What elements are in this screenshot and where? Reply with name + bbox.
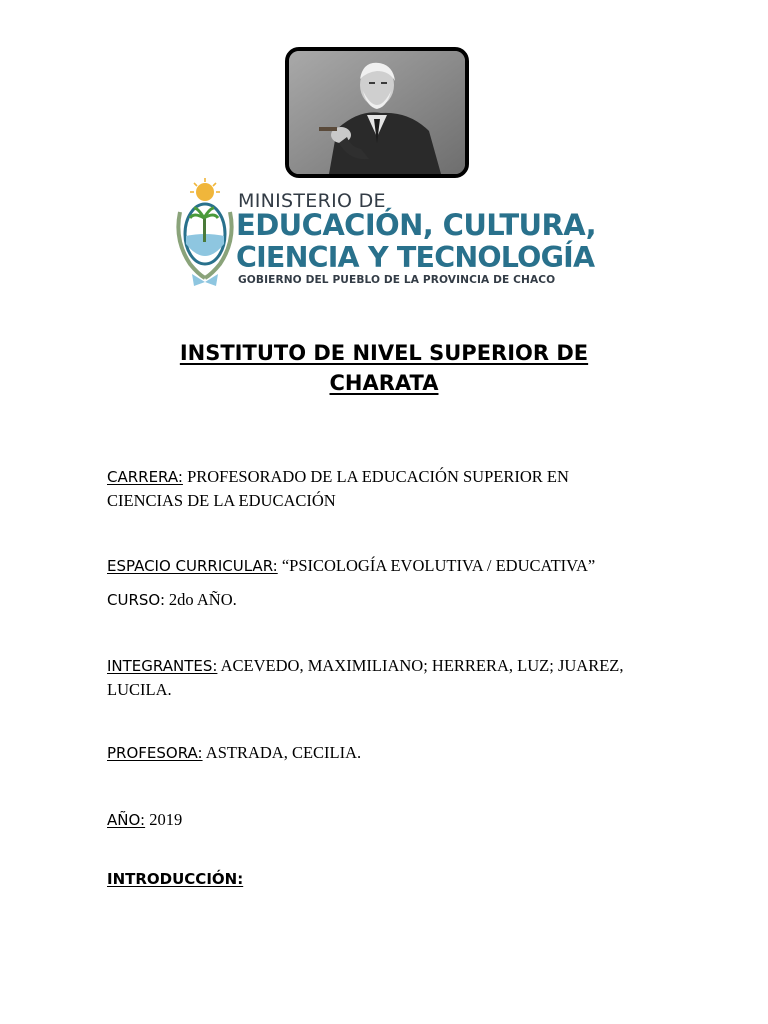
document-title [100, 338, 668, 398]
field-espacio-label: ESPACIO CURRICULAR: [107, 557, 278, 575]
field-curso-value: : 2do AÑO. [160, 590, 237, 609]
province-coat-of-arms-icon [172, 178, 238, 290]
field-curso [107, 588, 647, 612]
ministry-logo [172, 178, 598, 290]
field-espacio-curricular [107, 554, 647, 578]
logo-line-educacion: EDUCACIÓN, CULTURA, [236, 208, 597, 242]
logo-line-gobierno: GOBIERNO DEL PUEBLO DE LA PROVINCIA DE CHACO [238, 274, 556, 286]
field-integrantes [107, 654, 647, 701]
logo-line-ministerio: MINISTERIO DE [238, 190, 386, 212]
field-carrera [107, 465, 647, 512]
portrait-photo [285, 47, 469, 178]
field-profesora-label: PROFESORA: [107, 744, 203, 762]
field-anio [107, 808, 647, 832]
portrait-image [289, 51, 465, 174]
field-profesora-value: ASTRADA, CECILIA. [202, 743, 362, 762]
field-integrantes-label: INTEGRANTES: [107, 657, 218, 675]
field-anio-value: 2019 [145, 810, 183, 829]
field-curso-label: CURSO [107, 591, 161, 609]
field-profesora [107, 741, 647, 765]
title-line-1: INSTITUTO DE NIVEL SUPERIOR DE [179, 341, 589, 365]
field-integrantes-value: ACEVEDO, MAXIMILIANO; HERRERA, LUZ; JUAREZ, LUCILA. [107, 656, 624, 699]
section-heading-introduccion: INTRODUCCIÓN: [107, 870, 244, 888]
title-line-2: CHARATA [329, 371, 439, 395]
field-anio-label: AÑO: [107, 811, 146, 829]
field-carrera-value: PROFESORADO DE LA EDUCACIÓN SUPERIOR EN CIENCIAS DE LA EDUCACIÓN [107, 467, 569, 510]
field-carrera-label: CARRERA: [107, 468, 183, 486]
field-espacio-value: “PSICOLOGÍA EVOLUTIVA / EDUCATIVA” [277, 556, 596, 575]
logo-line-ciencia: CIENCIA Y TECNOLOGÍA [236, 241, 595, 274]
